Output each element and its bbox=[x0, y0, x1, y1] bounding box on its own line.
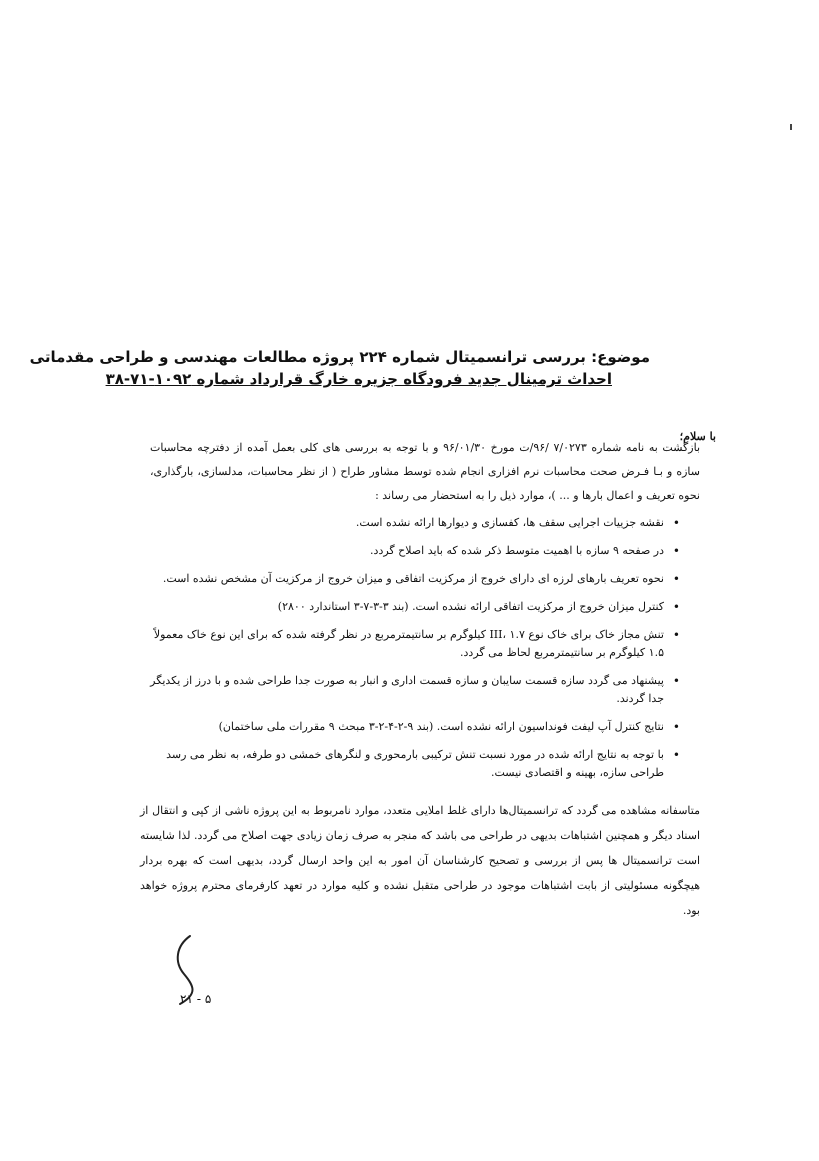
list-item-text: با توجه به نتایج ارائه شده در مورد نسبت تنش ترکیبی بارمحوری و لنگرهای خمشی دو طرفه، به نظر می رسد طراحی سازه، بهینه و اقتصادی نیست. bbox=[166, 748, 664, 779]
bullet-icon: • bbox=[672, 748, 680, 762]
list-item bbox=[140, 626, 680, 662]
closing-paragraph: متاسفانه مشاهده می گردد که ترانسمیتال‌ها دارای غلط املایی متعدد، موارد نامربوط به این پروژه ناشی از کپی و انتقال از اسناد دیگر و همچنین اشتباهات بدیهی در طراحی می باشد که منجر به صرف زمان زیادی جهت اصلاح می گردد. لذا شایسته است ترانسمیتال ها پس از بررسی و تصحیح کارشناسان آن امور به این واحد ارسال گردد، بدیهی است که بهره بردار هیچگونه مسئولیتی از بابت اشتباهات موجود در طراحی متقبل نشده و کلیه موارد در تعهد کارفرمای محترم پروژه خواهد بود. bbox=[140, 804, 700, 917]
bullet-icon: • bbox=[672, 600, 680, 614]
bullet-icon: • bbox=[672, 544, 680, 558]
list-item-text: پیشنهاد می گردد سازه قسمت سایبان و سازه قسمت اداری و انبار به صورت جدا طراحی شده و با درز از یکدیگر جدا گردند. bbox=[150, 674, 664, 705]
list-item bbox=[140, 514, 680, 532]
bullet-icon: • bbox=[672, 674, 680, 688]
bullet-icon: • bbox=[672, 572, 680, 586]
list-item bbox=[140, 598, 680, 616]
bullet-icon: • bbox=[672, 720, 680, 734]
bullet-icon: • bbox=[672, 628, 680, 642]
findings-list bbox=[140, 514, 680, 792]
list-item-text: نقشه جزییات اجرایی سقف ها، کفسازی و دیوارها ارائه نشده است. bbox=[355, 516, 664, 529]
scan-speck bbox=[790, 124, 792, 130]
intro-paragraph: بازگشت به نامه شماره ۷/۰۲۷۳ /۹۶/ت مورخ ۹۶/۰۱/۳۰ و با توجه به بررسی های کلی بعمل آمده از دفترچه محاسبات سازه و بـا فـرض صحت محاسبات نرم افزاری انجام شده توسط مشاور طراح ( از نظر محاسبات، مدلسازی، بارگذاری، نحوه تعریف و اعمال بارها و ... )، موارد ذیل را به استحضار می رساند : bbox=[150, 441, 701, 502]
list-item bbox=[140, 718, 680, 736]
greeting: با سلام؛ bbox=[679, 430, 716, 443]
list-item-text: تنش مجاز خاک برای خاک نوع III، ۱.۷ کیلوگرم بر سانتیمترمربع در نظر گرفته شده که برای این نوع خاک معمولاً ۱.۵ کیلوگرم بر سانتیمترمربع لحاظ می گردد. bbox=[153, 628, 664, 659]
signature-code: ۲۱ - ۵ bbox=[180, 992, 212, 1006]
subject-line-2: احداث ترمینال جدید فرودگاه جزیره خارگ قرارداد شماره ۱۰۹۲-۷۱-۳۸ bbox=[105, 370, 612, 388]
bullet-icon: • bbox=[672, 516, 680, 530]
list-item bbox=[140, 746, 680, 782]
list-item bbox=[140, 570, 680, 588]
subject-line-1: موضوع: بررسی ترانسمیتال شماره ۲۲۴ پروژه مطالعات مهندسی و طراحی مقدماتی bbox=[29, 348, 650, 366]
list-item-text: کنترل میزان خروج از مرکزیت اتفاقی ارائه نشده است. (بند ۳-۳-۷-۳ استاندارد ۲۸۰۰) bbox=[277, 600, 664, 613]
list-item-text: نحوه تعریف بارهای لرزه ای دارای خروج از مرکزیت اتفاقی و میزان خروج از مرکزیت آن مشخص نشده است. bbox=[162, 572, 664, 585]
list-item-text: نتایج کنترل آپ لیفت فونداسیون ارائه نشده است. (بند ۹-۲-۴-۲-۳ مبحث ۹ مقررات ملی ساختمان) bbox=[218, 720, 664, 733]
subject-block bbox=[29, 346, 650, 390]
list-item bbox=[140, 672, 680, 708]
list-item-text: در صفحه ۹ سازه با اهمیت متوسط ذکر شده که باید اصلاح گردد. bbox=[370, 544, 664, 557]
list-item bbox=[140, 542, 680, 560]
